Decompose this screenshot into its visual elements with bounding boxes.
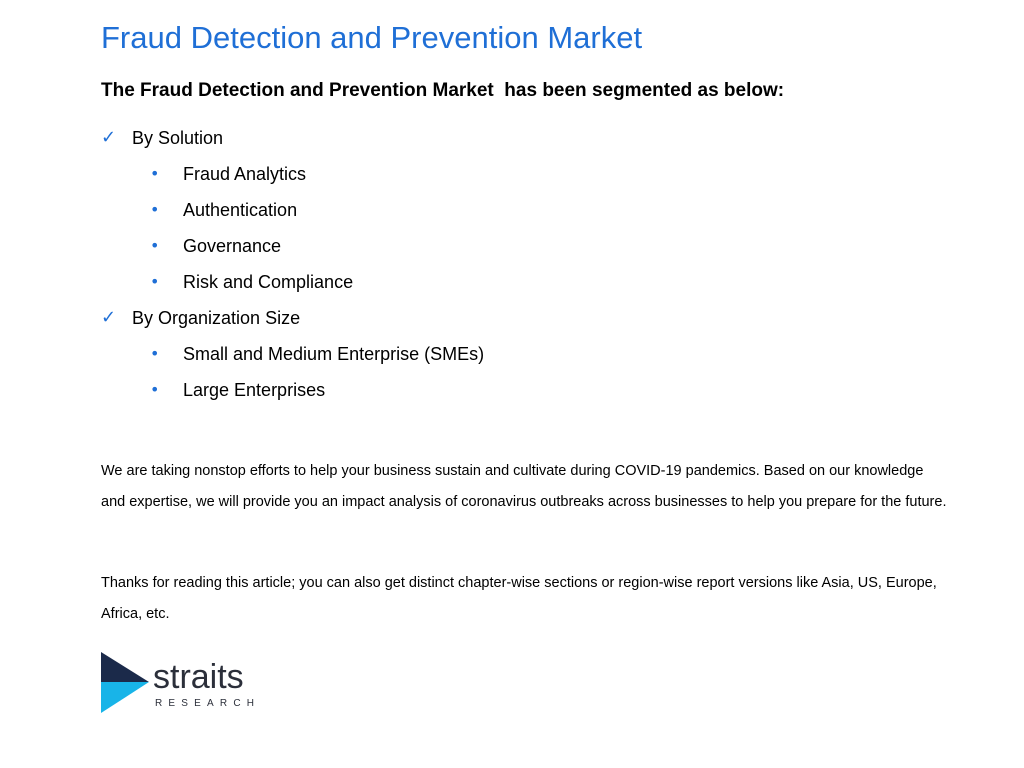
bullet-dot-icon: •	[150, 164, 160, 183]
list-item-label: Authentication	[183, 200, 298, 220]
list-item	[101, 232, 484, 268]
checkmark-icon: ✓	[101, 127, 117, 148]
list-item-label: Small and Medium Enterprise (SMEs)	[183, 344, 485, 364]
segmentation-heading: The Fraud Detection and Prevention Market has been segmented as below:	[101, 80, 785, 101]
bullet-dot-icon: •	[150, 380, 160, 399]
list-item-label: Risk and Compliance	[183, 272, 354, 292]
logo-wordmark: straits	[153, 658, 244, 696]
segment-group-label: By Solution	[132, 128, 224, 148]
list-item	[101, 340, 484, 376]
list-item-label: Large Enterprises	[183, 380, 326, 400]
covid-impact-paragraph: We are taking nonstop efforts to help your business sustain and cultivate during COVID-19 pandemics. Based on our knowledge and expertise, we will provide you an impact analysis of coronavirus outbreaks across businesses to help you prepare for the future.	[101, 463, 947, 510]
segment-group-organization-size	[101, 304, 484, 412]
logo-tagline: RESEARCH	[155, 698, 261, 709]
straits-research-logo	[99, 652, 259, 716]
list-item	[101, 160, 484, 196]
segment-list	[101, 124, 484, 412]
bullet-dot-icon: •	[150, 200, 160, 219]
segment-group-label: By Organization Size	[132, 308, 301, 328]
segment-items	[101, 160, 484, 304]
segment-group-solution	[101, 124, 484, 304]
list-item	[101, 268, 484, 304]
bullet-dot-icon: •	[150, 272, 160, 291]
bullet-dot-icon: •	[150, 236, 160, 255]
straits-chevron-logo-icon	[99, 652, 151, 716]
thanks-paragraph: Thanks for reading this article; you can also get distinct chapter-wise sections or region-wise report versions like Asia, US, Europe, Africa, etc.	[101, 575, 937, 622]
list-item-label: Fraud Analytics	[183, 164, 307, 184]
list-item-label: Governance	[183, 236, 282, 256]
list-item	[101, 376, 484, 412]
checkmark-icon: ✓	[101, 307, 117, 328]
segment-group-header	[101, 304, 484, 340]
segment-items	[101, 340, 484, 412]
bullet-dot-icon: •	[150, 344, 160, 363]
list-item	[101, 196, 484, 232]
page-title: Fraud Detection and Prevention Market	[101, 20, 643, 55]
segment-group-header	[101, 124, 484, 160]
